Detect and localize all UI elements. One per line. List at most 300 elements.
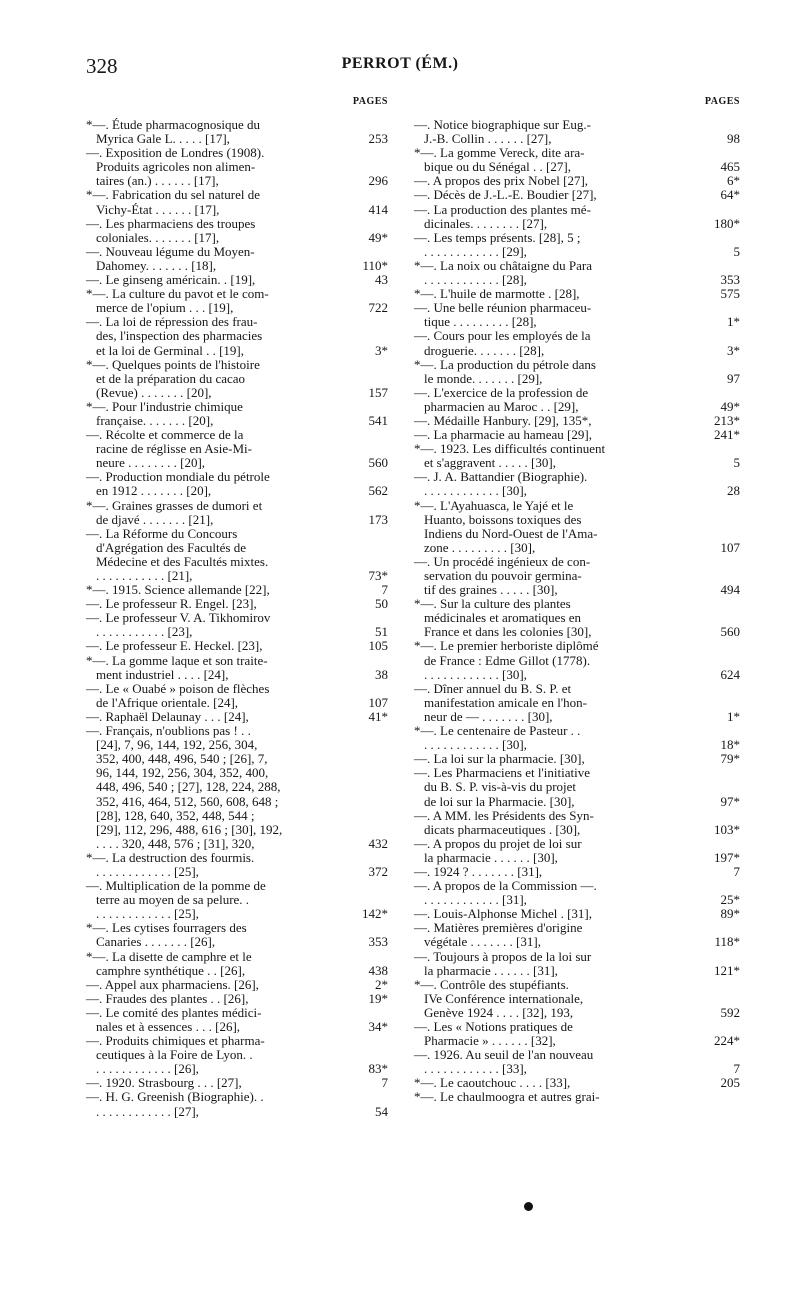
index-line [86,358,388,372]
index-line [414,203,726,217]
entry-text: —. Matières premières d'origine [414,920,583,936]
index-line [414,483,740,499]
entry-text: . . . . . . . . . . . . [27], [96,1103,199,1119]
index-line [414,978,726,992]
index-line [86,823,388,837]
entry-text: —. Nouveau légume du Moyen- [86,243,255,259]
entry-text: —. 1920. Strasbourg . . . [27], [86,1075,242,1091]
entry-text: [29], 112, 296, 488, 616 ; [30], 192, [96,821,283,837]
entry-text: de loi sur la Pharmacie. [30], [424,793,575,809]
entry-text: IVe Conférence internationale, [424,990,584,1006]
entry-page: 562 [368,483,388,499]
entry-text: *—. Les cytises fourragers des [86,920,247,936]
entry-text: neure . . . . . . . . [20], [96,455,206,471]
index-line [414,962,740,978]
index-line [86,1076,388,1090]
index-line [86,921,388,935]
entry-page: 6* [727,173,740,189]
entry-text: *—. Sur la culture des plantes [414,596,571,612]
index-line [414,863,740,879]
entry-text: *—. L'huile de marmotte . [28], [414,286,580,302]
entry-text: de djavé . . . . . . . [21], [96,511,214,527]
entry-text: —. A propos du projet de loi sur [414,835,582,851]
index-line [414,386,726,400]
entry-text: . . . . . . . . . . . . [29], [424,243,527,259]
entry-page: 353 [720,272,740,288]
entry-text: —. La loi de répression des frau- [86,314,258,330]
index-line [414,301,726,315]
entry-page: 41* [368,708,388,724]
entry-page: 2* [375,976,388,992]
entry-text: —. Médaille Hanbury. [29], 135*, [414,412,592,428]
entry-text: —. Fraudes des plantes . . [26], [86,990,249,1006]
index-line [86,344,388,358]
entry-page: 3* [727,342,740,358]
right-pages-header: PAGES [704,96,740,107]
entry-text: 352, 416, 464, 512, 560, 608, 648 ; [96,793,279,809]
entry-page: 7 [381,582,388,598]
entry-page: 494 [720,582,740,598]
entry-text: du B. S. P. vis-à-vis du projet [424,779,577,795]
index-line [414,992,726,1006]
index-line [86,738,388,752]
entry-page: 49* [720,398,740,414]
index-line [86,964,388,978]
entry-text: tique . . . . . . . . . [28], [424,314,537,330]
index-line [86,456,388,470]
index-line [414,849,740,865]
entry-page: 1* [727,314,740,330]
index-line [86,527,388,541]
entry-text: nales et à essences . . . [26], [96,1019,241,1034]
entry-text: —. La production des plantes mé- [414,201,591,217]
entry-text: Genève 1924 . . . . [32], 193, [424,1004,574,1020]
entry-page: 560 [720,624,740,640]
entry-text: 352, 400, 448, 496, 540 ; [26], 7, [96,751,268,767]
entry-page: 541 [368,412,388,428]
entry-text: —. Le professeur V. A. Tikhomirov [86,610,271,626]
entry-text: végétale . . . . . . . [31], [424,934,541,950]
entry-page: 64* [720,187,740,203]
entry-text: française. . . . . . . [20], [96,412,214,428]
index-line [414,654,726,668]
right-entries [414,117,740,1105]
index-line [86,217,388,231]
entry-text: *—. 1923. Les difficultés continuent [414,441,606,457]
entry-text: bique ou du Sénégal . . [27], [424,159,571,175]
index-line [414,780,726,794]
index-line [86,724,388,738]
entry-text: . . . . . . . . . . . . [28], [424,272,527,288]
index-line [414,187,740,203]
entry-text: *—. La gomme Vereck, dite ara- [414,145,585,161]
index-line [414,499,726,513]
index-line [414,751,740,767]
entry-text: *—. Étude pharmacognosique du [86,117,261,132]
index-line [86,1062,388,1076]
entry-page: 25* [720,892,740,908]
entry-text: —. Cours pour les employés de la [414,328,591,344]
entry-text: et la loi de Germinal . . [19], [96,342,245,358]
index-line [86,696,388,710]
entry-page: 592 [720,1004,740,1020]
entry-text: *—. La destruction des fourmis. [86,849,255,865]
index-line [86,978,388,992]
index-line [414,1090,726,1104]
entry-text: merce de l'opium . . . [19], [96,300,234,316]
index-line [86,301,388,315]
entry-page: 50 [375,596,388,612]
index-line [86,555,388,569]
index-line [86,950,388,964]
index-line [414,582,740,598]
entry-text: . . . . . . . . . . . . [30], [424,666,527,682]
entry-text: —. 1924 ? . . . . . . . [31], [414,863,543,879]
entry-page: 241* [714,427,740,443]
entry-page: 197* [714,849,740,865]
entry-text: et de la préparation du cacao [96,370,246,386]
entry-page: 97 [727,370,740,386]
index-line [414,639,726,653]
entry-text: —. La Réforme du Concours [86,525,238,541]
index-line [86,569,388,583]
entry-text: et s'aggravent . . . . . [30], [424,455,556,471]
entry-page: 560 [368,455,388,471]
index-line [414,314,740,330]
index-line [86,795,388,809]
index-line [86,470,388,484]
index-line [86,245,388,259]
index-line [414,215,740,231]
index-line [414,597,726,611]
index-line [86,414,388,428]
entry-page: 107 [720,539,740,555]
index-line [86,639,388,653]
entry-page: 142* [362,906,388,922]
entry-page: 253 [368,131,388,147]
index-line [414,470,726,484]
entry-text: —. Les temps présents. [28], 5 ; [414,229,581,245]
entry-text: . . . . . . . . . . . . [30], [424,483,527,499]
index-line [86,132,388,146]
entry-page: 105 [368,638,388,654]
entry-text: Dahomey. . . . . . . [18], [96,257,217,273]
index-line [414,342,740,358]
entry-text: . . . . . . . . . . . . [30], [424,737,527,753]
entry-text: —. La loi sur la pharmacie. [30], [414,751,585,767]
entry-page: 5 [733,243,740,259]
left-entries [86,118,388,1119]
index-line [414,442,726,456]
entry-page: 5 [733,455,740,471]
entry-page: 173 [368,511,388,527]
index-line [414,329,726,343]
entry-text: Médecine et des Facultés mixtes. [96,553,269,569]
index-line [86,386,388,400]
entry-text: —. A MM. les Présidents des Syn- [414,807,594,823]
entry-page: 83* [368,1061,388,1077]
entry-page: 98 [727,131,740,147]
index-line [86,625,388,639]
entry-text: —. Dîner annuel du B. S. P. et [414,680,572,696]
entry-page: 97* [720,793,740,809]
entry-text: la pharmacie . . . . . . [30], [424,849,558,865]
index-line [86,315,388,329]
index-line [414,1075,740,1091]
entry-page: 103* [714,821,740,837]
index-line [86,851,388,865]
index-line [86,907,388,921]
entry-text: *—. Pour l'industrie chimique [86,398,243,414]
entry-page: 205 [720,1075,740,1091]
entry-text: . . . . . . . . . . . . [33], [424,1061,527,1077]
entry-text: —. J. A. Battandier (Biographie). [414,469,588,485]
entry-page: 107 [368,694,388,710]
entry-text: —. Un procédé ingénieux de con- [414,553,591,569]
index-line [414,513,726,527]
entry-page: 1* [727,708,740,724]
index-line [86,400,388,414]
index-line [414,370,740,386]
index-line [414,1048,726,1062]
index-line [86,513,388,527]
index-line [414,708,740,724]
entry-text: *—. Quelques points de l'histoire [86,356,260,372]
entry-text: *—. Fabrication du sel naturel de [86,187,261,203]
index-line [414,1020,726,1034]
index-line [86,583,388,597]
index-line [414,934,740,950]
entry-text: *—. La noix ou châtaigne du Para [414,257,592,273]
entry-text: Vichy-État . . . . . . [17], [96,201,220,217]
entry-text: . . . . . . . . . . . [21], [96,568,193,583]
index-line [86,992,388,1006]
entry-text: —. A propos de la Commission —. [414,878,597,894]
entry-page: 465 [720,159,740,175]
entry-page: 18* [720,737,740,753]
index-line [414,821,740,837]
entry-page: 722 [368,300,388,316]
entry-text: Indiens du Nord-Ouest de l'Ama- [424,525,598,541]
index-line [86,611,388,625]
entry-text: racine de réglisse en Asie-Mi- [96,441,252,457]
entry-text: ment industriel . . . . [24], [96,666,229,682]
entry-text: *—. 1915. Science allemande [22], [86,582,270,598]
entry-text: —. 1926. Au seuil de l'an nouveau [414,1047,594,1063]
entry-text: . . . . . . . . . . . . [25], [96,906,199,922]
index-line [86,499,388,513]
entry-page: 3* [375,342,388,358]
entry-text: —. Les « Notions pratiques de [414,1019,573,1034]
entry-page: 19* [368,990,388,1006]
entry-text: Huanto, boissons toxiques des [424,511,582,527]
index-line [414,837,726,851]
entry-text: —. Notice biographique sur Eug.- [414,117,591,132]
index-line [86,203,388,217]
index-line [86,428,388,442]
index-line [86,597,388,611]
index-line [86,174,388,188]
entry-page: 73* [368,568,388,583]
index-line [86,780,388,794]
index-line [414,146,726,160]
index-line [86,442,388,456]
index-line [414,611,726,625]
entry-page: 224* [714,1033,740,1049]
index-line [86,329,388,343]
index-line [86,541,388,555]
index-line [86,273,388,287]
index-line [414,539,740,555]
entry-text: *—. Le caoutchouc . . . . [33], [414,1075,571,1091]
entry-text: (Revue) . . . . . . . [20], [96,384,212,400]
entry-page: 43 [375,272,388,288]
entry-text: zone . . . . . . . . . [30], [424,539,536,555]
index-line [86,710,388,724]
entry-text: —. Le professeur R. Engel. [23], [86,596,257,612]
index-line [414,272,740,288]
entry-page: 353 [368,934,388,950]
index-line [414,682,726,696]
entry-page: 213* [714,412,740,428]
entry-page: 51 [375,624,388,640]
index-line [414,879,726,893]
index-line [86,654,388,668]
entry-page: 34* [368,1019,388,1034]
entry-text: Canaries . . . . . . . [26], [96,934,216,950]
index-line [86,809,388,823]
entry-text: droguerie. . . . . . . [28], [424,342,545,358]
entry-text: *—. Contrôle des stupéfiants. [414,976,569,992]
index-line [86,1006,388,1020]
entry-text: Myrica Gale L. . . . . [17], [96,131,230,147]
index-line [414,286,740,302]
index-line [86,118,388,132]
entry-text: en 1912 . . . . . . . [20], [96,483,212,499]
index-line [86,484,388,498]
entry-text: de France : Edme Gillot (1778). [424,652,591,668]
entry-text: tif des graines . . . . . [30], [424,582,558,598]
index-line [414,527,726,541]
entry-text: —. Le « Ouabé » poison de flèches [86,680,270,696]
entry-page: 296 [368,173,388,189]
page-number: 328 [86,54,118,78]
index-line [414,455,740,471]
index-line [414,118,726,132]
entry-text: —. Le comité des plantes médici- [86,1004,262,1020]
index-line [414,892,740,908]
index-line [414,950,726,964]
entry-text: —. Produits chimiques et pharma- [86,1033,265,1049]
entry-text: —. Raphaël Delaunay . . . [24], [86,708,249,724]
index-line [86,1105,388,1119]
index-line [414,696,726,710]
entry-text: la pharmacie . . . . . . [31], [424,962,558,978]
index-line [86,259,388,273]
index-line [86,682,388,696]
index-line [414,159,740,175]
entry-text: —. Appel aux pharmaciens. [26], [86,976,259,992]
index-line [86,752,388,766]
index-line [414,1061,740,1077]
entry-text: —. Les Pharmaciens et l'initiative [414,765,590,781]
entry-text: *—. Le centenaire de Pasteur . . [414,723,581,739]
index-line [414,737,740,753]
entry-text: —. L'exercice de la profession de [414,384,589,400]
entry-text: [28], 128, 640, 352, 448, 544 ; [96,807,255,823]
index-line [414,624,740,640]
index-line [414,724,726,738]
entry-page: 575 [720,286,740,302]
index-line [86,893,388,907]
entry-text: —. Production mondiale du pétrole [86,469,270,485]
index-line [414,412,740,428]
entry-text: manifestation amicale en l'hon- [424,694,587,710]
entry-text: neur de — . . . . . . . [30], [424,708,553,724]
entry-page: 438 [368,962,388,978]
entry-text: dicats pharmaceutiques . [30], [424,821,581,837]
entry-text: . . . . . . . . . . . . [26], [96,1061,199,1077]
entry-text: —. Français, n'oublions pas ! . . [86,723,251,739]
entry-page: 372 [368,863,388,879]
index-line [86,1034,388,1048]
entry-text: —. Louis-Alphonse Michel . [31], [414,906,593,922]
left-pages-header: PAGES [352,96,388,107]
index-line [414,259,726,273]
entry-text: —. Le ginseng américain. . [19], [86,272,256,288]
index-line [86,766,388,780]
entry-text: —. A propos des prix Nobel [27], [414,173,589,189]
index-line [414,427,740,443]
index-line [86,865,388,879]
entry-text: 448, 496, 540 ; [27], 128, 224, 288, [96,779,281,795]
entry-text: *—. Graines grasses de dumori et [86,497,263,513]
entry-text: —. Multiplication de la pomme de [86,878,266,894]
index-line [414,131,740,147]
index-line [414,906,740,922]
entry-text: —. Récolte et commerce de la [86,427,244,443]
index-line [86,837,388,851]
entry-text: —. Les pharmaciens des troupes [86,215,256,231]
index-line [86,146,388,160]
entry-text: pharmacien au Maroc . . [29], [424,398,579,414]
index-line [86,1048,388,1062]
entry-text: *—. La culture du pavot et le com- [86,286,269,302]
entry-text: . . . . . . . . . . . . [31], [424,892,527,908]
entry-text: le monde. . . . . . . [29], [424,370,543,386]
entry-text: France et dans les colonies [30], [424,624,592,640]
entry-text: de l'Afrique orientale. [24], [96,694,239,710]
entry-text: des, l'inspection des pharmacies [96,328,263,344]
entry-text: Pharmacie » . . . . . . [32], [424,1033,556,1049]
entry-text: coloniales. . . . . . . [17], [96,229,220,245]
index-line [414,231,726,245]
index-line [414,243,740,259]
entry-text: dicinales. . . . . . . . [27], [424,215,548,231]
entry-text: médicinales et aromatiques en [424,610,582,626]
entry-text: *—. La gomme laque et son traite- [86,652,268,668]
entry-text: . . . . . . . . . . . . [25], [96,863,199,879]
entry-text: J.-B. Collin . . . . . . [27], [424,131,552,147]
entry-page: 7 [733,1061,740,1077]
entry-text: —. Le professeur E. Heckel. [23], [86,638,263,654]
entry-text: —. Exposition de Londres (1908). [86,145,265,161]
index-line [414,1033,740,1049]
index-line [414,809,726,823]
entry-page: 432 [368,835,388,851]
entry-page: 157 [368,384,388,400]
entry-text: *—. L'Ayahuasca, le Yajé et le [414,497,574,513]
